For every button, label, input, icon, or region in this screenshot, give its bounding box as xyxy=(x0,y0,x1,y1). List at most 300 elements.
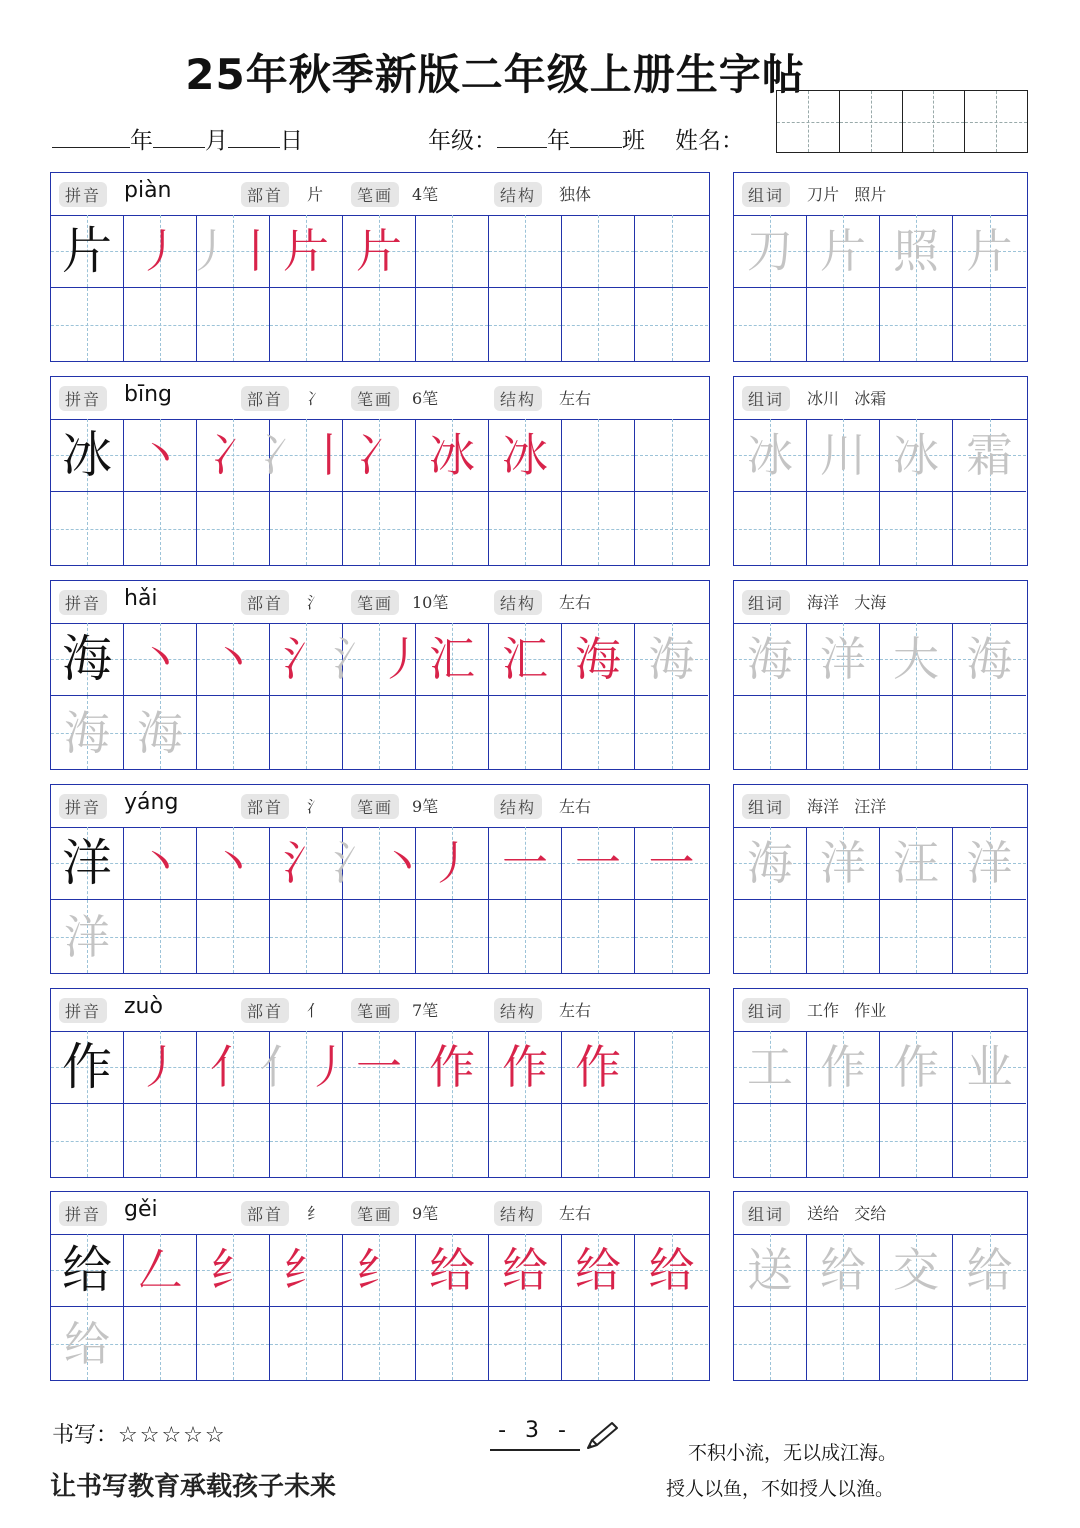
practice-cell[interactable] xyxy=(489,827,562,900)
rating-stars[interactable]: ☆☆☆☆☆ xyxy=(118,1423,227,1448)
radical-value: 纟 xyxy=(307,1204,324,1223)
structure-label: 结构 xyxy=(494,1201,542,1226)
word-trace-character: 交 xyxy=(893,1243,939,1297)
word-cell[interactable] xyxy=(953,1031,1026,1104)
word-cell[interactable] xyxy=(807,492,880,565)
radical-value: 冫 xyxy=(307,389,324,408)
practice-cell[interactable] xyxy=(51,623,124,696)
practice-cell[interactable] xyxy=(489,492,562,565)
day-blank[interactable] xyxy=(228,127,280,148)
grade-year-blank[interactable] xyxy=(497,127,547,148)
word-cell[interactable] xyxy=(880,900,953,973)
pinyin-value: yáng xyxy=(124,790,179,815)
word-cell[interactable] xyxy=(807,419,880,492)
structure-value: 独体 xyxy=(559,185,592,204)
practice-cell[interactable] xyxy=(489,1307,562,1380)
stroke-step: 丿 xyxy=(429,836,475,890)
month-blank[interactable] xyxy=(153,127,205,148)
practice-cell[interactable] xyxy=(489,419,562,492)
info-header xyxy=(51,377,709,420)
structure-value: 左右 xyxy=(559,1001,592,1020)
practice-cell[interactable] xyxy=(343,492,416,565)
word-cell[interactable] xyxy=(953,696,1026,769)
practice-cell[interactable] xyxy=(260,1031,352,1104)
words-grid xyxy=(734,1234,1026,1380)
info-header xyxy=(51,173,709,216)
stroke-step: 一 xyxy=(356,1040,402,1094)
practice-cell[interactable] xyxy=(124,1234,197,1307)
word-cell[interactable] xyxy=(953,288,1026,361)
practice-cell[interactable] xyxy=(562,288,635,361)
stroke-step: 给 xyxy=(648,1243,695,1297)
stroke-step: 片 xyxy=(283,224,329,278)
name-writing-grid[interactable] xyxy=(776,90,1028,153)
strokes-value: 9笔 xyxy=(412,1204,439,1223)
practice-panel xyxy=(50,988,710,1178)
practice-cell[interactable] xyxy=(51,827,124,900)
practice-cell[interactable] xyxy=(197,696,270,769)
structure-value: 左右 xyxy=(559,389,592,408)
practice-cell[interactable] xyxy=(562,419,635,492)
practice-cell[interactable] xyxy=(416,215,489,288)
word-cell[interactable] xyxy=(880,1234,953,1307)
practice-cell[interactable] xyxy=(197,492,270,565)
practice-cell[interactable] xyxy=(635,827,708,900)
grade-year-label: 年 xyxy=(547,128,570,154)
word-cell[interactable] xyxy=(807,1104,880,1177)
stroke-step: 汇 xyxy=(429,632,475,686)
radical-label: 部首 xyxy=(241,590,289,615)
words-grid xyxy=(734,827,1026,973)
stroke-step: 丿 xyxy=(306,1040,352,1094)
words-grid xyxy=(734,623,1026,769)
stroke-step: 一 xyxy=(648,836,695,890)
trace-character: 给 xyxy=(64,1316,110,1371)
words-panel xyxy=(733,988,1028,1178)
word-trace-character: 给 xyxy=(966,1243,1013,1297)
month-label: 月 xyxy=(205,128,228,154)
word-cell[interactable] xyxy=(807,1307,880,1380)
practice-cell[interactable] xyxy=(333,827,425,900)
year-blank[interactable] xyxy=(52,127,130,148)
word-cell[interactable] xyxy=(734,288,807,361)
pinyin-value: zuò xyxy=(124,994,163,1019)
grade-label: 年级： xyxy=(428,128,497,154)
info-header xyxy=(51,581,709,624)
word-cell[interactable] xyxy=(734,1307,807,1380)
word-trace-character: 汪 xyxy=(893,836,939,890)
word-trace-character: 片 xyxy=(966,224,1013,278)
stroke-step: 给 xyxy=(575,1243,621,1297)
stroke-step: 丶 xyxy=(137,836,183,890)
word-cell[interactable] xyxy=(880,1307,953,1380)
word-cell[interactable] xyxy=(734,1104,807,1177)
words-grid xyxy=(734,419,1026,565)
words-label: 组词 xyxy=(742,182,790,207)
practice-panel xyxy=(50,376,710,566)
word-trace-character: 给 xyxy=(820,1243,866,1297)
practice-cell[interactable] xyxy=(489,215,562,288)
name-cell[interactable] xyxy=(903,91,966,152)
strokes-label: 笔画 xyxy=(351,386,399,411)
word-cell[interactable] xyxy=(807,1234,880,1307)
practice-cell[interactable] xyxy=(635,696,708,769)
practice-cell[interactable] xyxy=(51,1031,124,1104)
pinyin-label: 拼音 xyxy=(59,182,107,207)
practice-cell[interactable] xyxy=(635,419,708,492)
words-panel xyxy=(733,172,1028,362)
info-header xyxy=(51,1192,709,1235)
day-label: 日 xyxy=(280,128,303,154)
word-cell[interactable] xyxy=(953,623,1026,696)
practice-cell[interactable] xyxy=(51,419,124,492)
word-cell[interactable] xyxy=(734,900,807,973)
word-cell[interactable] xyxy=(880,1031,953,1104)
practice-cell[interactable] xyxy=(270,696,343,769)
practice-cell[interactable] xyxy=(51,900,124,973)
word-trace-character: 作 xyxy=(820,1040,866,1094)
strokes-label: 笔画 xyxy=(351,794,399,819)
stroke-step: 作 xyxy=(502,1040,548,1094)
practice-cell[interactable] xyxy=(343,288,416,361)
words-value: 冰川 冰霜 xyxy=(807,389,887,408)
practice-cell[interactable] xyxy=(635,215,708,288)
word-cell[interactable] xyxy=(880,827,953,900)
stroke-trace: 氵 xyxy=(333,836,379,890)
practice-cell[interactable] xyxy=(416,623,489,696)
word-trace-character: 海 xyxy=(747,632,793,686)
quote-2: 授人以鱼，不如授人以渔。 xyxy=(666,1478,895,1500)
word-trace-character: 送 xyxy=(747,1243,793,1297)
stroke-step: 丨 xyxy=(233,224,279,278)
practice-cell[interactable] xyxy=(51,1104,124,1177)
practice-cell[interactable] xyxy=(635,900,708,973)
practice-cell[interactable] xyxy=(187,215,279,288)
grade-line xyxy=(428,122,744,155)
word-cell[interactable] xyxy=(880,492,953,565)
word-cell[interactable] xyxy=(953,1234,1026,1307)
strokes-value: 9笔 xyxy=(412,797,439,816)
class-blank[interactable] xyxy=(570,127,622,148)
words-label: 组词 xyxy=(742,386,790,411)
practice-cell[interactable] xyxy=(416,1031,489,1104)
practice-panel xyxy=(50,172,710,362)
stroke-step: 作 xyxy=(575,1040,621,1094)
word-cell[interactable] xyxy=(807,288,880,361)
practice-cell[interactable] xyxy=(124,900,197,973)
word-cell[interactable] xyxy=(734,696,807,769)
practice-cell[interactable] xyxy=(562,215,635,288)
practice-cell[interactable] xyxy=(489,1104,562,1177)
word-cell[interactable] xyxy=(734,419,807,492)
words-panel xyxy=(733,784,1028,974)
practice-cell[interactable] xyxy=(562,1234,635,1307)
practice-cell[interactable] xyxy=(416,1104,489,1177)
trace-character: 海 xyxy=(137,705,183,760)
words-value: 送给 交给 xyxy=(807,1204,887,1223)
word-cell[interactable] xyxy=(953,1104,1026,1177)
practice-cell[interactable] xyxy=(343,696,416,769)
character-block xyxy=(50,172,1028,362)
strokes-label: 笔画 xyxy=(351,182,399,207)
practice-cell[interactable] xyxy=(343,1307,416,1380)
practice-cell[interactable] xyxy=(416,1234,489,1307)
stroke-step: 冰 xyxy=(429,428,475,482)
words-header xyxy=(734,785,1027,828)
word-trace-character: 海 xyxy=(966,632,1013,686)
practice-cell[interactable] xyxy=(270,492,343,565)
name-label: 姓名： xyxy=(675,128,744,154)
words-grid xyxy=(734,1031,1026,1177)
practice-cell[interactable] xyxy=(416,696,489,769)
name-cell[interactable] xyxy=(965,91,1027,152)
practice-grid xyxy=(51,1234,708,1380)
name-cell[interactable] xyxy=(840,91,903,152)
word-cell[interactable] xyxy=(734,492,807,565)
practice-cell[interactable] xyxy=(124,696,197,769)
radical-value: 亻 xyxy=(307,1001,324,1020)
words-panel xyxy=(733,580,1028,770)
word-trace-character: 海 xyxy=(747,836,793,890)
stroke-trace: 冫 xyxy=(260,428,306,482)
practice-cell[interactable] xyxy=(489,288,562,361)
words-label: 组词 xyxy=(742,590,790,615)
practice-cell[interactable] xyxy=(124,492,197,565)
practice-cell[interactable] xyxy=(51,215,124,288)
word-trace-character: 洋 xyxy=(820,632,866,686)
word-cell[interactable] xyxy=(734,827,807,900)
strokes-value: 6笔 xyxy=(412,389,439,408)
radical-label: 部首 xyxy=(241,182,289,207)
info-header xyxy=(51,785,709,828)
words-value: 海洋 大海 xyxy=(807,593,887,612)
stroke-step: 给 xyxy=(502,1243,548,1297)
practice-cell[interactable] xyxy=(124,623,197,696)
stroke-step: 冫 xyxy=(356,428,402,482)
practice-cell[interactable] xyxy=(416,900,489,973)
practice-cell[interactable] xyxy=(562,1104,635,1177)
practice-cell[interactable] xyxy=(343,1104,416,1177)
stroke-step: 冰 xyxy=(502,428,548,482)
practice-cell[interactable] xyxy=(562,827,635,900)
page-title: 25年秋季新版二年级上册生字帖 xyxy=(185,50,805,99)
word-trace-character: 业 xyxy=(966,1040,1013,1094)
practice-cell[interactable] xyxy=(562,1307,635,1380)
model-character: 片 xyxy=(62,222,112,280)
practice-cell[interactable] xyxy=(489,1031,562,1104)
practice-cell[interactable] xyxy=(562,492,635,565)
strokes-value: 7笔 xyxy=(412,1001,439,1020)
structure-label: 结构 xyxy=(494,386,542,411)
word-trace-character: 川 xyxy=(820,428,866,482)
practice-cell[interactable] xyxy=(562,623,635,696)
stroke-step: 一 xyxy=(502,836,548,890)
stroke-trace: 海 xyxy=(648,632,695,686)
word-cell[interactable] xyxy=(807,827,880,900)
date-line xyxy=(52,122,303,155)
practice-cell[interactable] xyxy=(416,1307,489,1380)
practice-cell[interactable] xyxy=(197,900,270,973)
practice-cell[interactable] xyxy=(270,1104,343,1177)
word-cell[interactable] xyxy=(880,696,953,769)
radical-label: 部首 xyxy=(241,794,289,819)
practice-cell[interactable] xyxy=(124,1307,197,1380)
word-cell[interactable] xyxy=(953,492,1026,565)
word-cell[interactable] xyxy=(734,1031,807,1104)
word-cell[interactable] xyxy=(953,827,1026,900)
word-cell[interactable] xyxy=(880,419,953,492)
stroke-trace: 亻 xyxy=(260,1040,306,1094)
practice-cell[interactable] xyxy=(489,623,562,696)
practice-cell[interactable] xyxy=(197,288,270,361)
word-trace-character: 洋 xyxy=(966,836,1013,890)
words-value: 海洋 汪洋 xyxy=(807,797,887,816)
practice-cell[interactable] xyxy=(489,1234,562,1307)
stroke-step: 纟 xyxy=(210,1243,256,1297)
practice-cell[interactable] xyxy=(333,623,425,696)
practice-cell[interactable] xyxy=(489,696,562,769)
practice-cell[interactable] xyxy=(562,1031,635,1104)
name-cell[interactable] xyxy=(777,91,840,152)
slogan: 让书写教育承载孩子未来 xyxy=(50,1472,337,1502)
practice-cell[interactable] xyxy=(270,288,343,361)
practice-cell[interactable] xyxy=(197,1307,270,1380)
stroke-step: 纟 xyxy=(283,1243,329,1297)
word-cell[interactable] xyxy=(880,623,953,696)
pinyin-label: 拼音 xyxy=(59,386,107,411)
word-cell[interactable] xyxy=(880,288,953,361)
practice-cell[interactable] xyxy=(635,623,708,696)
practice-cell[interactable] xyxy=(124,288,197,361)
practice-cell[interactable] xyxy=(343,215,416,288)
stroke-trace: 氵 xyxy=(333,632,379,686)
character-block xyxy=(50,1191,1028,1381)
practice-cell[interactable] xyxy=(416,827,489,900)
word-cell[interactable] xyxy=(807,215,880,288)
stroke-step: 丶 xyxy=(379,836,425,890)
model-character: 作 xyxy=(62,1038,112,1096)
stroke-step: 丨 xyxy=(306,428,352,482)
trace-character: 洋 xyxy=(64,909,110,964)
practice-cell[interactable] xyxy=(635,1307,708,1380)
practice-cell[interactable] xyxy=(562,696,635,769)
practice-cell[interactable] xyxy=(124,1031,197,1104)
stroke-step: 作 xyxy=(429,1040,475,1094)
stroke-step: 海 xyxy=(575,632,621,686)
character-block xyxy=(50,784,1028,974)
practice-cell[interactable] xyxy=(343,1031,416,1104)
practice-cell[interactable] xyxy=(635,288,708,361)
practice-cell[interactable] xyxy=(489,900,562,973)
practice-cell[interactable] xyxy=(270,215,343,288)
practice-cell[interactable] xyxy=(416,288,489,361)
words-label: 组词 xyxy=(742,998,790,1023)
practice-cell[interactable] xyxy=(260,419,352,492)
word-cell[interactable] xyxy=(953,419,1026,492)
info-header xyxy=(51,989,709,1032)
word-cell[interactable] xyxy=(734,623,807,696)
word-cell[interactable] xyxy=(880,215,953,288)
word-cell[interactable] xyxy=(953,1307,1026,1380)
words-header xyxy=(734,173,1027,216)
practice-cell[interactable] xyxy=(197,1234,270,1307)
stroke-step: 纟 xyxy=(356,1243,402,1297)
word-cell[interactable] xyxy=(807,623,880,696)
word-cell[interactable] xyxy=(953,900,1026,973)
practice-cell[interactable] xyxy=(51,1307,124,1380)
practice-cell[interactable] xyxy=(416,419,489,492)
radical-value: 氵 xyxy=(307,797,324,816)
practice-cell[interactable] xyxy=(416,492,489,565)
word-cell[interactable] xyxy=(807,900,880,973)
practice-cell[interactable] xyxy=(343,900,416,973)
practice-cell[interactable] xyxy=(124,419,197,492)
structure-label: 结构 xyxy=(494,590,542,615)
practice-panel xyxy=(50,1191,710,1381)
pinyin-label: 拼音 xyxy=(59,998,107,1023)
practice-cell[interactable] xyxy=(343,419,416,492)
practice-cell[interactable] xyxy=(124,1104,197,1177)
stroke-trace: 丿 xyxy=(187,224,233,278)
practice-cell[interactable] xyxy=(343,1234,416,1307)
words-label: 组词 xyxy=(742,794,790,819)
practice-cell[interactable] xyxy=(197,623,270,696)
stroke-step: 氵 xyxy=(283,836,329,890)
stroke-step: 片 xyxy=(356,224,402,278)
word-trace-character: 作 xyxy=(893,1040,939,1094)
practice-grid xyxy=(51,215,708,361)
word-cell[interactable] xyxy=(734,215,807,288)
stroke-step: 𠃋 xyxy=(137,1243,183,1297)
practice-cell[interactable] xyxy=(270,1234,343,1307)
words-header xyxy=(734,1192,1027,1235)
practice-cell[interactable] xyxy=(270,900,343,973)
practice-cell[interactable] xyxy=(124,827,197,900)
practice-cell[interactable] xyxy=(635,492,708,565)
stroke-step: 冫 xyxy=(210,428,256,482)
practice-cell[interactable] xyxy=(635,1031,708,1104)
word-trace-character: 刀 xyxy=(747,224,793,278)
word-trace-character: 照 xyxy=(893,224,939,278)
word-cell[interactable] xyxy=(880,1104,953,1177)
practice-grid xyxy=(51,1031,708,1177)
practice-cell[interactable] xyxy=(197,827,270,900)
practice-cell[interactable] xyxy=(51,1234,124,1307)
practice-cell[interactable] xyxy=(270,1307,343,1380)
practice-cell[interactable] xyxy=(635,1234,708,1307)
practice-cell[interactable] xyxy=(51,288,124,361)
strokes-label: 笔画 xyxy=(351,1201,399,1226)
stroke-step: 汇 xyxy=(502,632,548,686)
word-cell[interactable] xyxy=(807,1031,880,1104)
words-value: 刀片 照片 xyxy=(807,185,887,204)
practice-cell[interactable] xyxy=(197,1104,270,1177)
practice-cell[interactable] xyxy=(51,696,124,769)
structure-label: 结构 xyxy=(494,794,542,819)
word-cell[interactable] xyxy=(807,696,880,769)
strokes-label: 笔画 xyxy=(351,590,399,615)
writing-label: 书写： xyxy=(52,1423,119,1448)
practice-cell[interactable] xyxy=(51,492,124,565)
practice-cell[interactable] xyxy=(562,900,635,973)
word-cell[interactable] xyxy=(953,215,1026,288)
words-header xyxy=(734,989,1027,1032)
practice-grid xyxy=(51,827,708,973)
pinyin-label: 拼音 xyxy=(59,794,107,819)
word-cell[interactable] xyxy=(734,1234,807,1307)
stroke-step: 丿 xyxy=(137,224,183,278)
practice-cell[interactable] xyxy=(635,1104,708,1177)
